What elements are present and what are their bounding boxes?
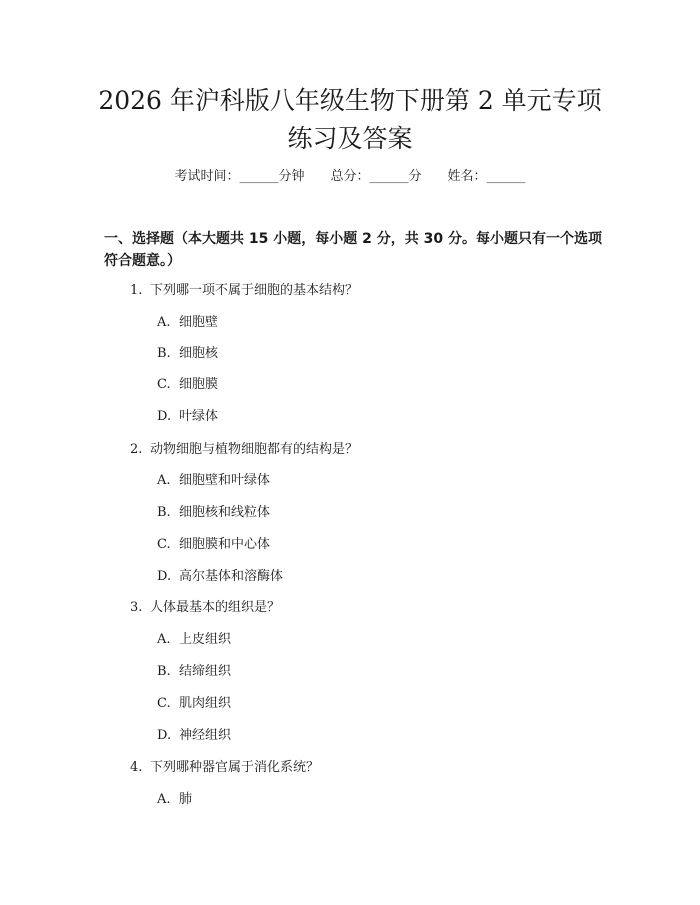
option-letter: B.	[157, 346, 171, 361]
option-letter: A.	[157, 473, 171, 488]
option-text: 肺	[179, 792, 193, 807]
option-letter: A.	[157, 792, 171, 807]
page-title-line-2: 练习及答案	[287, 124, 413, 153]
total-score-label: 总分：______分	[330, 169, 422, 184]
option-letter: C.	[157, 377, 171, 392]
option-letter: D.	[157, 409, 172, 424]
question-2-option-d	[157, 567, 283, 587]
question-text: 下列哪种器官属于消化系统？	[150, 760, 320, 775]
question-2	[130, 440, 358, 460]
question-3-option-b	[157, 662, 231, 682]
option-text: 细胞膜和中心体	[179, 537, 271, 552]
option-letter: B.	[157, 505, 171, 520]
option-text: 肌肉组织	[179, 696, 232, 711]
question-number: 2.	[130, 442, 143, 457]
option-text: 细胞壁	[179, 315, 219, 330]
question-1-option-d	[157, 407, 218, 427]
option-letter: C.	[157, 696, 171, 711]
exam-time-label: 考试时间：______分钟	[174, 169, 305, 184]
question-text: 动物细胞与植物细胞都有的结构是？	[150, 442, 359, 457]
question-2-option-b	[157, 503, 270, 523]
section-heading: 一、选择题（本大题共 15 小题，每小题 2 分，共 30 分。每小题只有一个选项符合题意。）	[104, 231, 602, 269]
option-letter: D.	[157, 728, 172, 743]
question-3-option-d	[157, 726, 231, 746]
option-letter: B.	[157, 664, 171, 679]
option-letter: A.	[157, 315, 171, 330]
page-title-line-1: 2026 年沪科版八年级生物下册第 2 单元专项	[98, 86, 602, 115]
question-number: 4.	[130, 760, 143, 775]
question-3	[130, 598, 280, 618]
question-1-option-a	[157, 313, 218, 333]
option-text: 结缔组织	[179, 664, 232, 679]
student-name-label: 姓名：______	[447, 169, 526, 184]
option-letter: C.	[157, 537, 171, 552]
option-text: 叶绿体	[179, 409, 219, 424]
question-2-option-a	[157, 471, 270, 491]
question-4-option-a	[157, 790, 192, 810]
question-3-option-c	[157, 694, 231, 714]
question-1-option-c	[157, 375, 218, 395]
question-4	[130, 758, 319, 778]
option-text: 细胞核和线粒体	[179, 505, 271, 520]
option-text: 上皮组织	[179, 632, 232, 647]
option-text: 高尔基体和溶酶体	[179, 569, 284, 584]
option-letter: D.	[157, 569, 172, 584]
question-2-option-c	[157, 535, 270, 555]
option-text: 神经组织	[179, 728, 232, 743]
question-number: 1.	[130, 283, 143, 298]
option-letter: A.	[157, 632, 171, 647]
question-text: 下列哪一项不属于细胞的基本结构？	[150, 283, 359, 298]
exam-info-line	[0, 167, 700, 187]
question-1-option-b	[157, 344, 218, 364]
option-text: 细胞壁和叶绿体	[179, 473, 271, 488]
option-text: 细胞膜	[179, 377, 219, 392]
question-3-option-a	[157, 630, 231, 650]
option-text: 细胞核	[179, 346, 219, 361]
question-1	[130, 281, 358, 301]
question-text: 人体最基本的组织是？	[150, 600, 281, 615]
question-number: 3.	[130, 600, 143, 615]
